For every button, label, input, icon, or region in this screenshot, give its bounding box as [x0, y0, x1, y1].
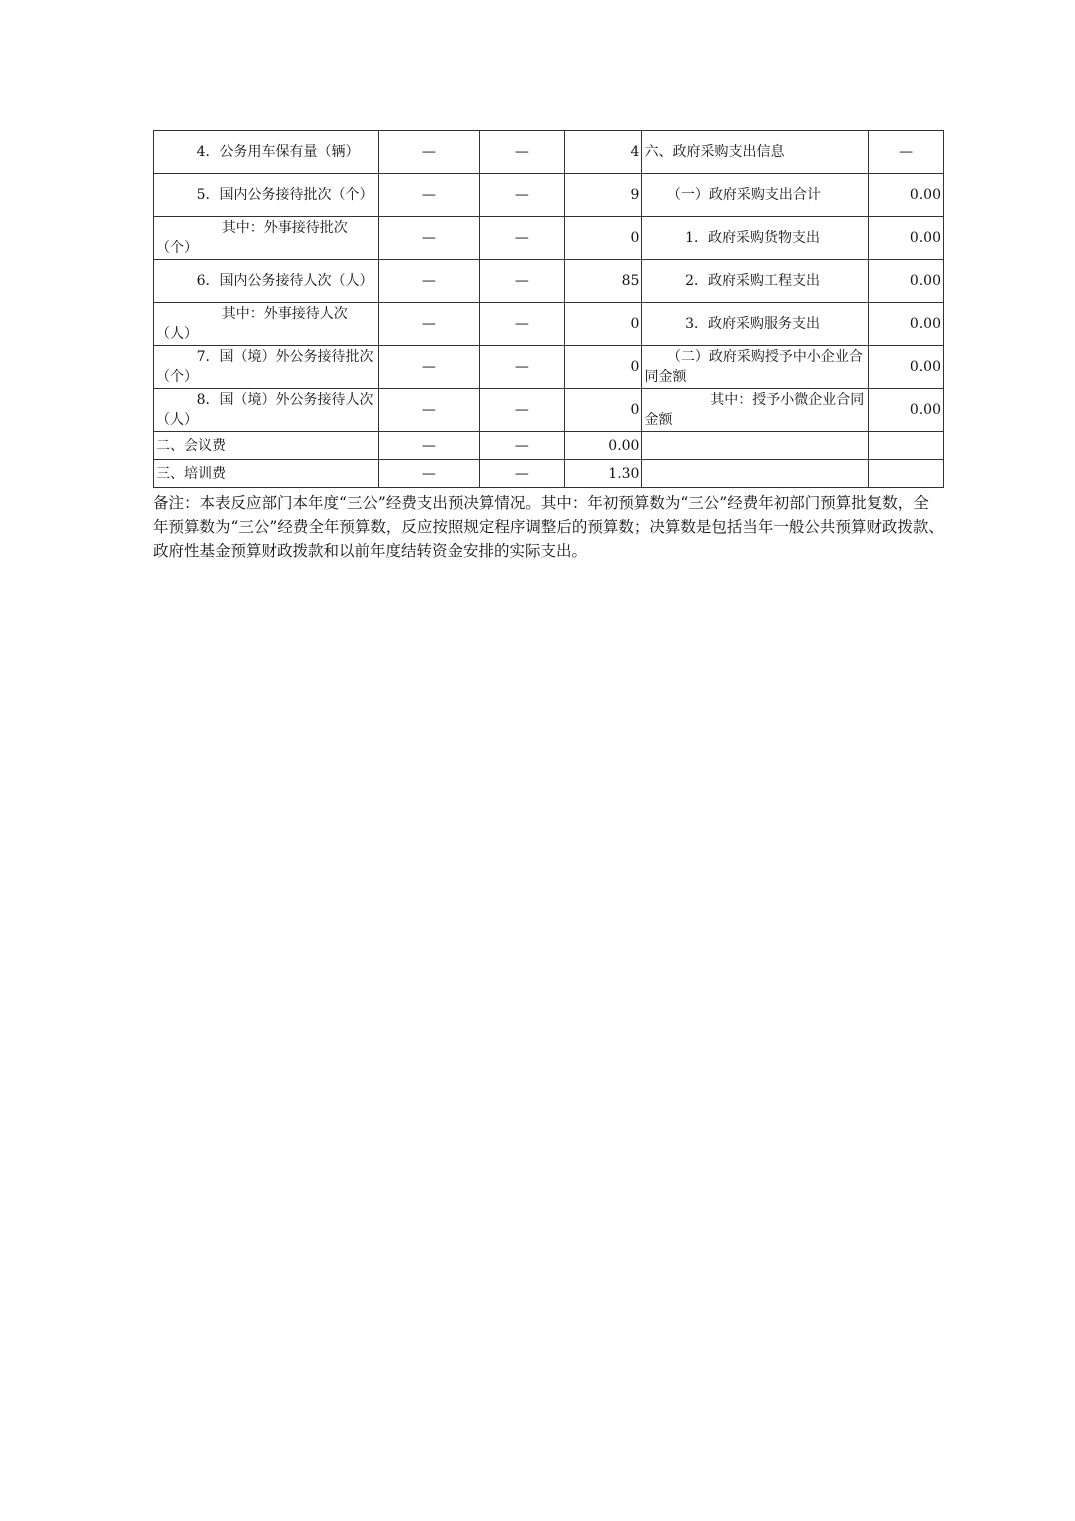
table-row: [154, 460, 944, 488]
right-label: （一）政府采购支出合计: [642, 174, 869, 217]
table-row: [154, 389, 944, 432]
cell-value: 85: [564, 260, 642, 303]
cell-dash: —: [480, 131, 565, 174]
table-row: [154, 303, 944, 346]
cell-dash: —: [480, 460, 565, 488]
row-label: 其中：外事接待人次（人）: [154, 303, 379, 346]
table-row: [154, 346, 944, 389]
cell-dash: —: [378, 303, 479, 346]
right-label: （二）政府采购授予中小企业合同金额: [642, 346, 869, 389]
row-label: 7．国（境）外公务接待批次（个）: [154, 346, 379, 389]
cell-value: 0: [564, 303, 642, 346]
cell-dash: —: [480, 389, 565, 432]
row-label: 8．国（境）外公务接待人次（人）: [154, 389, 379, 432]
row-label: 二、会议费: [154, 432, 379, 460]
table-row: [154, 131, 944, 174]
row-label: 其中：外事接待批次（个）: [154, 217, 379, 260]
expense-table: [153, 130, 944, 488]
right-value: —: [869, 131, 944, 174]
row-label: 三、培训费: [154, 460, 379, 488]
cell-value: 9: [564, 174, 642, 217]
row-label: 6．国内公务接待人次（人）: [154, 260, 379, 303]
table-row: [154, 217, 944, 260]
table-row: [154, 432, 944, 460]
cell-dash: —: [480, 303, 565, 346]
right-label: 2．政府采购工程支出: [642, 260, 869, 303]
cell-value: 0: [564, 217, 642, 260]
right-value: 0.00: [869, 303, 944, 346]
cell-value: 1.30: [564, 460, 642, 488]
right-label: [642, 460, 869, 488]
cell-dash: —: [378, 174, 479, 217]
right-value: 0.00: [869, 217, 944, 260]
cell-dash: —: [480, 217, 565, 260]
right-value: 0.00: [869, 389, 944, 432]
cell-dash: —: [480, 346, 565, 389]
right-label: 1．政府采购货物支出: [642, 217, 869, 260]
cell-dash: —: [378, 260, 479, 303]
table-row: [154, 174, 944, 217]
right-label: [642, 432, 869, 460]
cell-dash: —: [480, 432, 565, 460]
cell-dash: —: [378, 346, 479, 389]
right-label: 3．政府采购服务支出: [642, 303, 869, 346]
table-note: 备注：本表反应部门本年度“三公”经费支出预决算情况。其中：年初预算数为“三公”经费年初部门预算批复数，全年预算数为“三公”经费全年预算数，反应按照规定程序调整后的预算数；决算数是包括当年一般公共预算财政拨款、政府性基金预算财政拨款和以前年度结转资金安排的实际支出。: [153, 494, 944, 560]
cell-dash: —: [378, 460, 479, 488]
row-label: 5．国内公务接待批次（个）: [154, 174, 379, 217]
right-value: 0.00: [869, 260, 944, 303]
row-label: 4．公务用车保有量（辆）: [154, 131, 379, 174]
cell-dash: —: [480, 174, 565, 217]
right-value: 0.00: [869, 346, 944, 389]
cell-dash: —: [378, 432, 479, 460]
cell-dash: —: [378, 217, 479, 260]
right-value: [869, 460, 944, 488]
cell-dash: —: [378, 389, 479, 432]
cell-dash: —: [378, 131, 479, 174]
right-value: [869, 432, 944, 460]
right-value: 0.00: [869, 174, 944, 217]
cell-value: 0: [564, 346, 642, 389]
right-label: 六、政府采购支出信息: [642, 131, 869, 174]
table-row: [154, 260, 944, 303]
cell-value: 0.00: [564, 432, 642, 460]
right-label: 其中：授予小微企业合同金额: [642, 389, 869, 432]
cell-dash: —: [480, 260, 565, 303]
cell-value: 4: [564, 131, 642, 174]
cell-value: 0: [564, 389, 642, 432]
